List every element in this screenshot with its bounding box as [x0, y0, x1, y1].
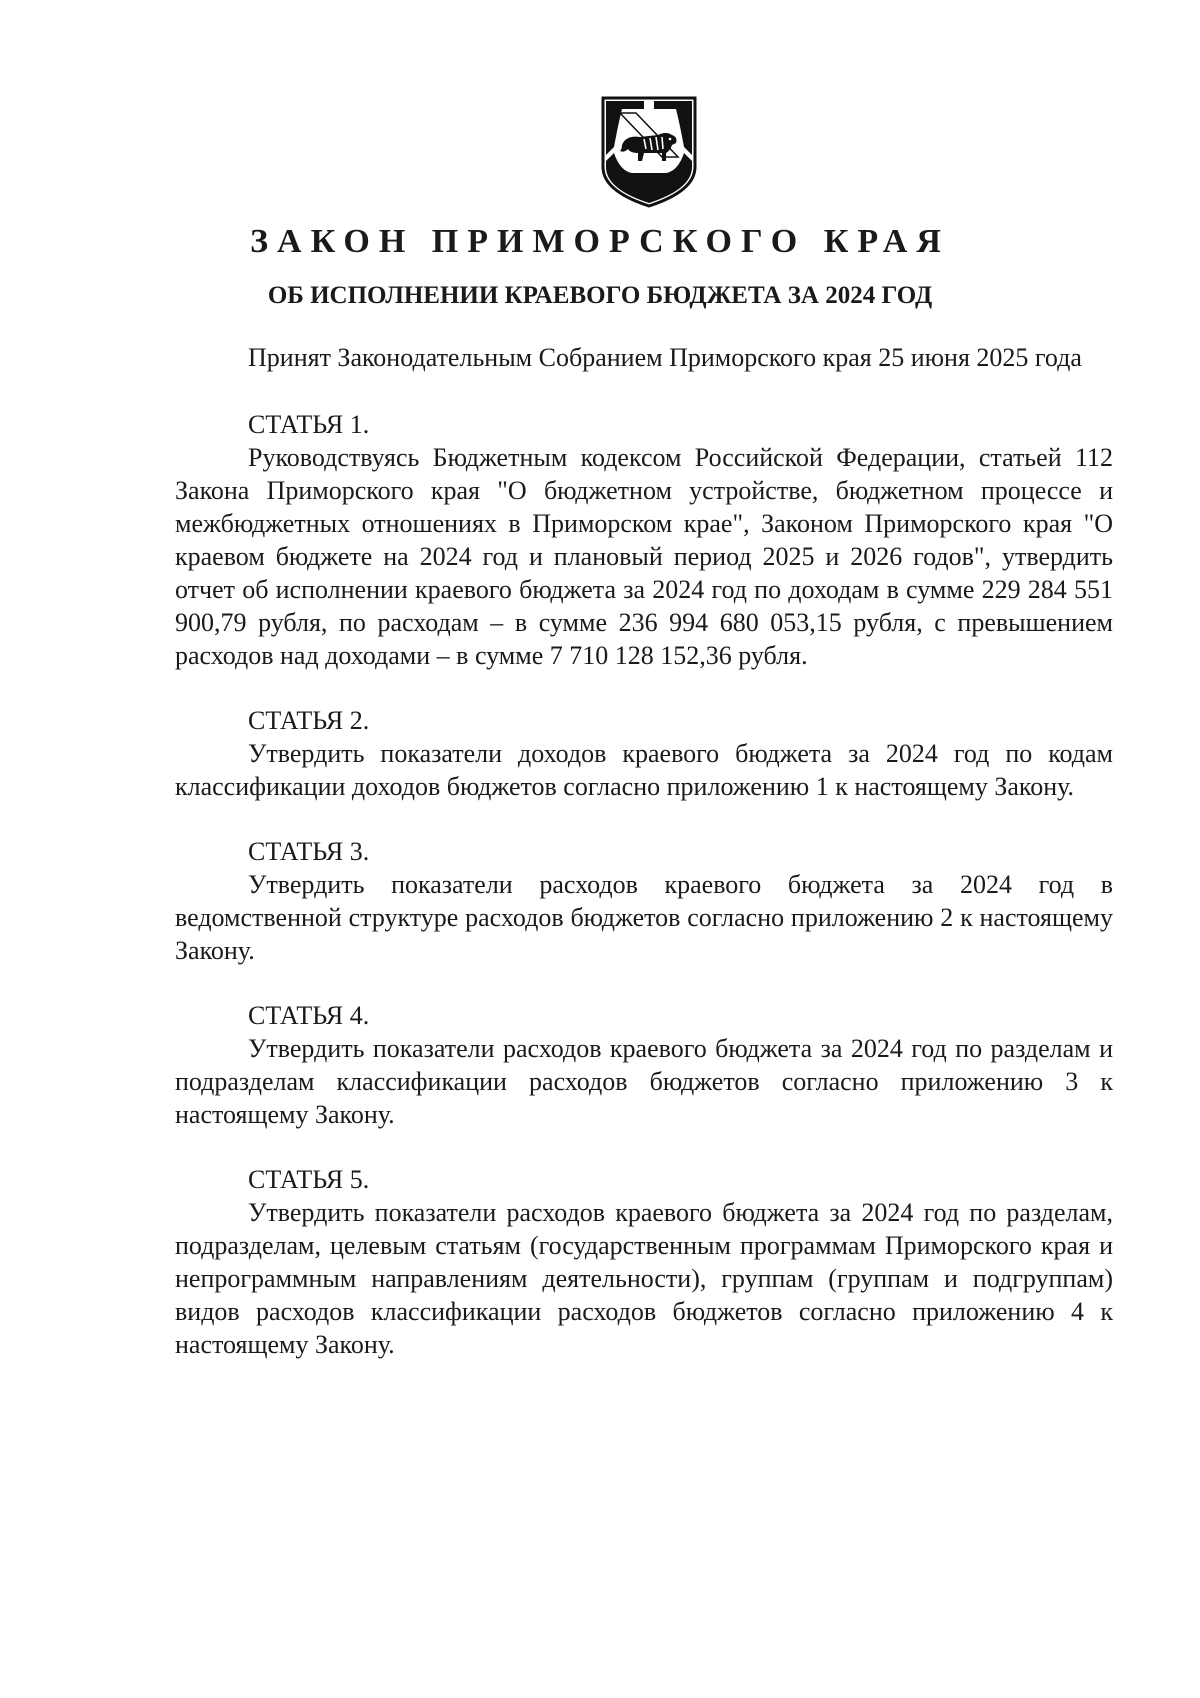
- law-subtitle: ОБ ИСПОЛНЕНИИ КРАЕВОГО БЮДЖЕТА ЗА 2024 ГОД: [267, 282, 933, 309]
- article-text: Утвердить показатели расходов краевого бюджета за 2024 год по разделам, подразделам, целевым статьям (государственным программам Приморского края и непрограммным направлениям деятельности), группам (группам и подгруппам) видов расходов классификации расходов бюджетов согласно приложению 4 к настоящему Закону.: [175, 1198, 1113, 1359]
- article-4: [175, 999, 1113, 1131]
- adoption-statement: Принят Законодательным Собранием Приморского края 25 июня 2025 года: [248, 343, 1082, 372]
- article-3: [175, 835, 1113, 967]
- article-heading: СТАТЬЯ 2.: [248, 706, 370, 735]
- article-2: [175, 704, 1113, 803]
- article-heading: СТАТЬЯ 5.: [248, 1165, 370, 1194]
- article-text: Утвердить показатели доходов краевого бюджета за 2024 год по кодам классификации доходов бюджетов согласно приложению 1 к настоящему Закону.: [175, 739, 1113, 801]
- law-title: ЗАКОН ПРИМОРСКОГО КРАЯ: [250, 223, 950, 260]
- coat-of-arms-icon: [600, 95, 698, 209]
- article-heading: СТАТЬЯ 1.: [248, 410, 370, 439]
- article-text: Руководствуясь Бюджетным кодексом Российской Федерации, статьей 112 Закона Приморского края "О бюджетном устройстве, бюджетном процессе и межбюджетных отношениях в Приморском крае", Законом Приморского края "О краевом бюджете на 2024 год и плановый период 2025 и 2026 годов", утвердить отчет об исполнении краевого бюджета за 2024 год по доходам в сумме 229 284 551 900,79 рубля, по расходам – в сумме 236 994 680 053,15 рубля, с превышением расходов над доходами – в сумме 7 710 128 152,36 рубля.: [175, 443, 1113, 670]
- article-1: [175, 408, 1113, 672]
- article-5: [175, 1163, 1113, 1361]
- law-body: [175, 341, 1113, 1393]
- article-heading: СТАТЬЯ 3.: [248, 837, 370, 866]
- article-heading: СТАТЬЯ 4.: [248, 1001, 370, 1030]
- article-text: Утвердить показатели расходов краевого бюджета за 2024 год по разделам и подразделам классификации расходов бюджетов согласно приложению 3 к настоящему Закону.: [175, 1034, 1113, 1129]
- article-text: Утвердить показатели расходов краевого бюджета за 2024 год в ведомственной структуре расходов бюджетов согласно приложению 2 к настоящему Закону.: [175, 870, 1113, 965]
